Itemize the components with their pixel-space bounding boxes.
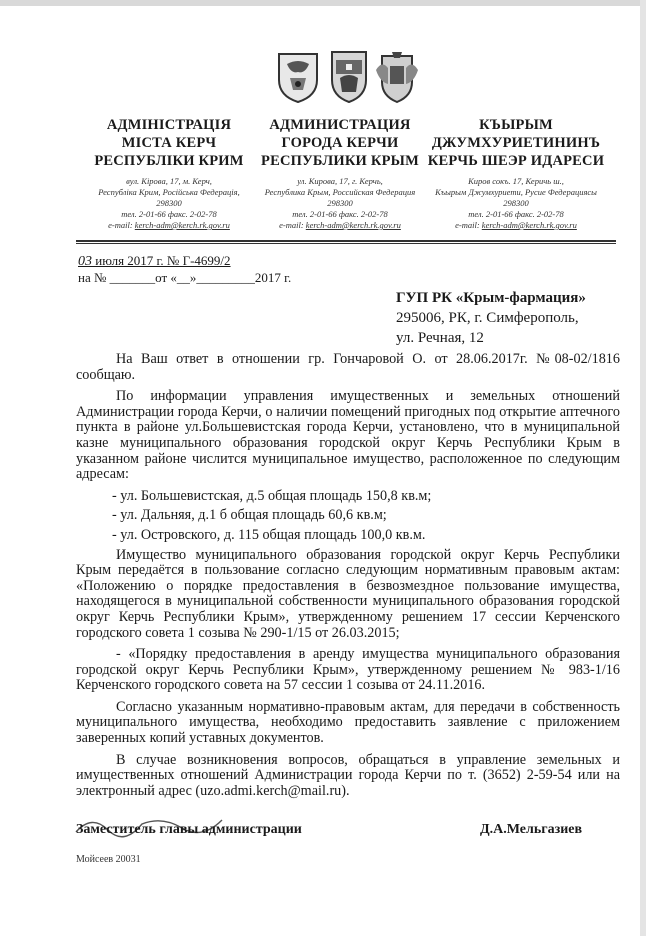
header-divider <box>76 240 616 242</box>
org-email-ru: e-mail: kerch-adm@kerch.rk.gov.ru <box>279 220 401 230</box>
signatory-name: Д.А.Мельгазиев <box>480 822 583 837</box>
recipient-address-line: ул. Речная, 12 <box>396 330 484 346</box>
address-list-item: - ул. Островского, д. 115 общая площадь 100,0 кв.м. <box>112 526 426 543</box>
address-list-item: - ул. Большевистская, д.5 общая площадь 150,8 кв.м; <box>112 487 432 504</box>
incoming-reference: на № _______от «__»_________2017 г. <box>78 270 292 285</box>
address-list-item: - ул. Дальняя, д.1 б общая площадь 60,6 кв.м; <box>112 507 387 524</box>
executor-note: Мойсеев 20031 <box>76 854 141 865</box>
header-column-crimean-tatar <box>414 116 618 231</box>
paragraph: На Ваш ответ в отношении гр. Гончаровой О. от 28.06.2017г. №08-02/1816 сообщаю. <box>76 351 620 383</box>
email-link[interactable]: kerch-adm@kerch.rk.gov.ru <box>481 220 577 230</box>
paragraph: Согласно указанным нормативно-правовым актам, для передачи в собственность муниципального имущества, необходимо предоставить заявление с приложением заверенных копий уставных документов. <box>76 698 620 747</box>
email-link[interactable]: kerch-adm@kerch.rk.gov.ru <box>134 220 230 230</box>
scan-edge-right <box>640 0 646 936</box>
recipient-address-line: 295006, РК, г. Симферополь, <box>396 310 579 326</box>
org-email-ua: e-mail: kerch-adm@kerch.rk.gov.ru <box>108 220 230 230</box>
crimea-state-emblem-icon <box>374 50 420 104</box>
org-address-ua: вул. Кірова, 17, м. Керч, Республіка Крим, Російська Федерація, 298300 тел. 2-01-66 факс. 2-02-78 <box>98 176 240 219</box>
signatory-position: Заместитель главы администрации <box>76 822 302 837</box>
recipient-block <box>396 288 586 348</box>
kerch-coat-of-arms-icon <box>326 50 372 104</box>
outgoing-reference: 03 июля 2017 г. № Г-4699/2 <box>78 253 231 269</box>
org-name-ct: КЪЫРЫМ ДЖУМХУРИЕТИНИНЪ КЕРЧЬ ШЕЭР ИДАРЕСИ <box>427 117 605 169</box>
header-column-ukrainian <box>74 116 264 231</box>
org-name-ru: АДМИНИСТРАЦИЯ ГОРОДА КЕРЧИ РЕСПУБЛИКИ КРЫМ <box>261 117 419 169</box>
org-address-ct: Киров сокъ. 17, Керичь ш., Къырым Джумхуриети, Русие Федерациясы 298300 тел. 2-01-66 факс. 2-02-78 <box>435 176 597 219</box>
org-address-ru: ул. Кирова, 17, г. Керчь, Республика Крым, Российская Федерация 298300 тел. 2-01-66 факс. 2-02-78 <box>264 176 416 219</box>
paragraph: Имущество муниципального образования городской округ Керчь Республики Крым передаётся в пользование согласно следующим нормативным правовым актам: «Положению о порядке предоставления в безвозмездное пользование имущества, находящегося в муниципальной собственности муниципального образования городской округ Керчь Республики Крым», утвержденному решением 17 сессии Керченского городского совета 1 созыва № 290-1/15 от 26.03.2015; <box>76 546 620 641</box>
letter-body <box>76 352 620 805</box>
scan-edge-top <box>0 0 646 6</box>
paragraph: - «Порядку предоставления в аренду имущества муниципального образования городской округ Керчь Республики Крым», утвержденному решением № 983-1/16 Керченского городского совета на 57 сессии 1 созыва от 24.11.2016. <box>76 646 620 694</box>
org-name-ua: АДМІНІСТРАЦІЯ МІСТА КЕРЧ РЕСПУБЛІКИ КРИМ <box>94 117 244 169</box>
paragraph: В случае возникновения вопросов, обращаться в управление земельных и имущественных отношений Администрации города Керчи по т. (3652) 2-59-54 или на электронный адрес (uzo.admi.kerch@mail.ru). <box>76 751 620 799</box>
email-link[interactable]: kerch-adm@kerch.rk.gov.ru <box>305 220 401 230</box>
crimea-coat-of-arms-icon <box>275 50 321 104</box>
org-email-ct: e-mail: kerch-adm@kerch.rk.gov.ru <box>455 220 577 230</box>
header-divider-thin <box>76 243 616 244</box>
header-column-russian <box>252 116 428 231</box>
paragraph: По информации управления имущественных и земельных отношений Администрации города Керчи, о наличии помещений пригодных под открытие аптечного пункта в районе ул.Большевистская города Керчи, установлено, что в муниципальной казне муниципального образования городской округ Керчь Республики Крым в указанном районе числится муниципальное имущество, расположенное по следующим адресам: <box>76 388 620 483</box>
handwritten-day: 03 <box>78 254 92 269</box>
recipient-org: ГУП РК «Крым-фармация» <box>396 290 586 306</box>
